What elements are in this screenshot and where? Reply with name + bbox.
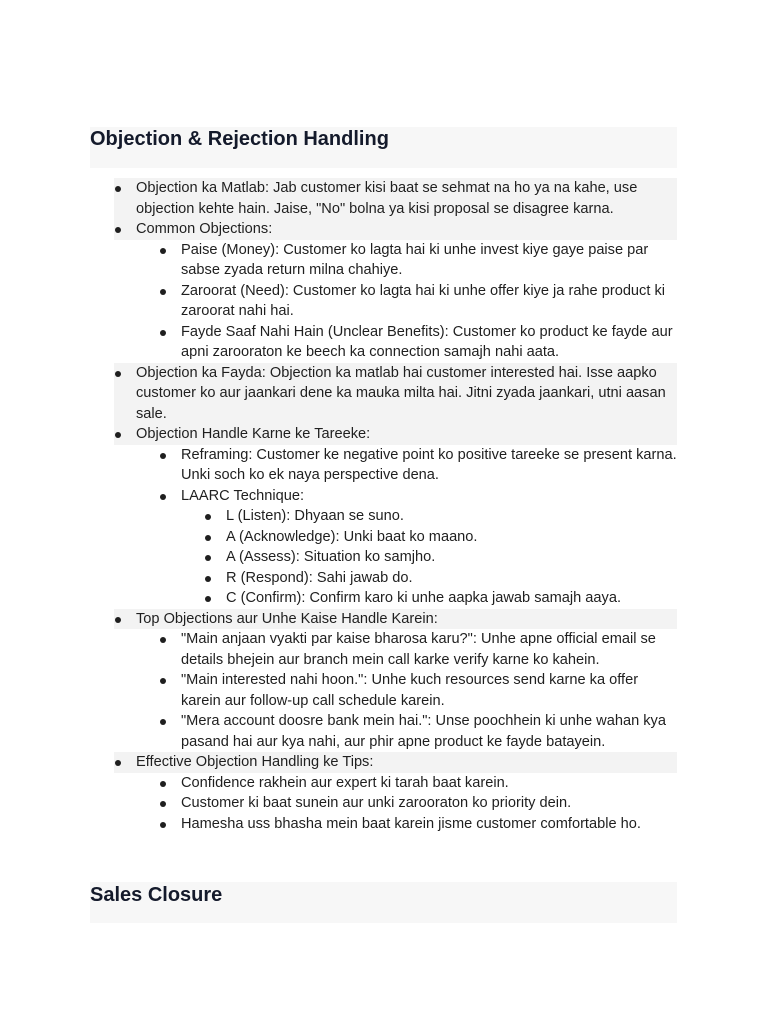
list-item-level-2 [0, 445, 677, 486]
list-item-level-2 [0, 240, 677, 281]
bullet-icon [160, 494, 166, 500]
list-item-level-1 [0, 178, 677, 219]
bullet-icon [115, 227, 121, 233]
bullet-icon [160, 637, 166, 643]
list-item-level-2 [0, 793, 677, 814]
list-item-text: "Main anjaan vyakti par kaise bharosa karu?": Unhe apne official email se details bhejein aur branch mein call karke verify karne ko kahein. [181, 631, 656, 668]
bullet-icon [160, 781, 166, 787]
bullet-icon [160, 330, 166, 336]
list-item-text: Top Objections aur Unhe Kaise Handle Karein: [136, 610, 438, 627]
list-item-level-3 [0, 568, 677, 589]
bullet-icon [115, 371, 121, 377]
list-item-text: Objection ka Matlab: Jab customer kisi baat se sehmat na ho ya na kahe, use objection kehte hain. Jaise, "No" bolna ya kisi proposal se disagree karna. [136, 180, 638, 217]
list-item-level-3 [0, 547, 677, 568]
list-item-text: Effective Objection Handling ke Tips: [136, 754, 374, 770]
list-item-text: Hamesha uss bhasha mein baat karein jisme customer comfortable ho. [181, 815, 641, 832]
list-item-text: Paise (Money): Customer ko lagta hai ki unhe invest kiye gaye paise par sabse zyada return milna chahiye. [181, 241, 649, 278]
list-item-text: Objection ka Fayda: Objection ka matlab hai customer interested hai. Isse aapko customer ko aur jaankari dene ka mauka milta hai. Jitni zyada jaankari, utni aasan sale. [136, 364, 666, 422]
list-item-text: Fayde Saaf Nahi Hain (Unclear Benefits): Customer ko product ke fayde aur apni zarooraton ke beech ka connection samajh nahi aata. [181, 323, 673, 360]
list-item-level-3 [0, 506, 677, 527]
bullet-icon [160, 453, 166, 459]
section-heading-objection [90, 127, 677, 168]
list-item-level-2 [0, 814, 677, 835]
list-item-text: A (Acknowledge): Unki baat ko maano. [226, 528, 478, 545]
list-item-level-1 [0, 363, 677, 425]
bullet-icon [160, 289, 166, 295]
bullet-icon [160, 801, 166, 807]
list-item-level-1 [0, 219, 677, 240]
bullet-icon [160, 678, 166, 684]
objection-list [0, 178, 768, 834]
bullet-icon [205, 555, 211, 561]
list-item-text: LAARC Technique: [181, 487, 305, 504]
list-item-text: "Main interested nahi hoon.": Unhe kuch resources send karne ka offer karein aur follow-up call schedule karein. [181, 672, 639, 709]
list-item-level-2 [0, 670, 677, 711]
bullet-icon [115, 432, 121, 438]
list-item-text: Zaroorat (Need): Customer ko lagta hai ki unhe offer kiye ja rahe product ki zaroorat nahi hai. [181, 282, 665, 319]
bullet-icon [205, 514, 211, 520]
list-item-text: Confidence rakhein aur expert ki tarah baat karein. [181, 774, 509, 791]
list-item-level-3 [0, 588, 677, 609]
list-item-level-2 [0, 773, 677, 794]
list-item-level-2 [0, 629, 677, 670]
list-item-level-3 [0, 527, 677, 548]
heading-text: Sales Closure [90, 884, 223, 906]
section-heading-closure [90, 882, 677, 923]
list-item-text: Customer ki baat sunein aur unki zarooraton ko priority dein. [181, 795, 572, 811]
list-item-text: Objection Handle Karne ke Tareeke: [136, 426, 371, 442]
bullet-icon [205, 596, 211, 602]
list-item-text: L (Listen): Dhyaan se suno. [226, 508, 404, 524]
bullet-icon [160, 719, 166, 725]
list-item-level-1 [0, 609, 677, 630]
bullet-icon [115, 186, 121, 192]
list-item-text: Reframing: Customer ke negative point ko positive tareeke se present karna. Unki soch ko ek naya perspective dena. [181, 446, 677, 483]
list-item-text: R (Respond): Sahi jawab do. [226, 569, 413, 586]
list-item-level-2 [0, 281, 677, 322]
bullet-icon [160, 822, 166, 828]
bullet-icon [205, 576, 211, 582]
list-item-level-2 [0, 711, 677, 752]
bullet-icon [160, 248, 166, 254]
list-item-level-2 [0, 322, 677, 363]
list-item-level-1 [0, 424, 677, 445]
list-item-level-2 [0, 486, 677, 507]
list-item-text: "Mera account doosre bank mein hai.": Unse poochhein ki unhe wahan kya pasand hai aur kya nahi, aur phir apne product ke fayde batayein. [181, 713, 666, 750]
list-item-text: C (Confirm): Confirm karo ki unhe aapka jawab samajh aaya. [226, 590, 622, 606]
bullet-icon [205, 535, 211, 541]
list-item-level-1 [0, 752, 677, 773]
list-item-text: A (Assess): Situation ko samjho. [226, 549, 436, 565]
bullet-icon [115, 760, 121, 766]
heading-text: Objection & Rejection Handling [90, 128, 389, 150]
bullet-icon [115, 617, 121, 623]
list-item-text: Common Objections: [136, 221, 273, 237]
